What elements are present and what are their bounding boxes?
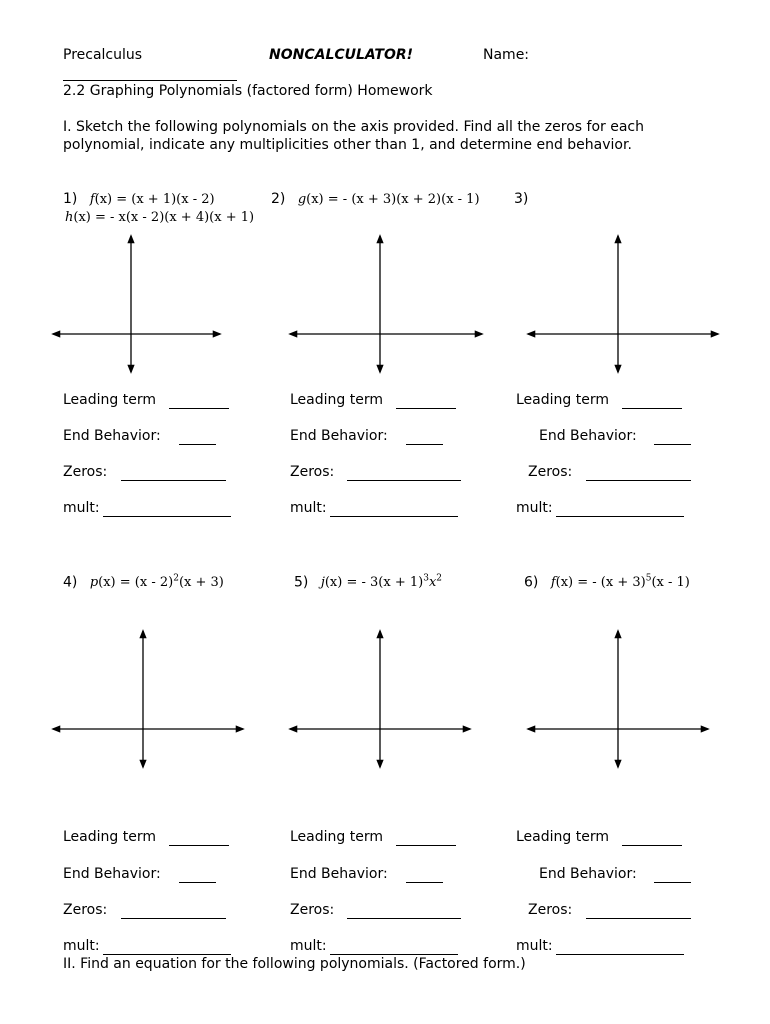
mult-label-2: mult:	[290, 500, 327, 516]
section1-instructions-line2: polynomial, indicate any multiplicities other than 1, and determine end behavior.	[63, 137, 632, 153]
end-behavior-blank-6[interactable]	[654, 882, 691, 883]
course-name: Precalculus	[63, 47, 143, 63]
section1-instructions-line1: I. Sketch the following polynomials on the axis provided. Find all the zeros for each	[63, 119, 644, 135]
end-behavior-blank-2[interactable]	[406, 444, 443, 445]
zeros-label-5: Zeros:	[290, 902, 335, 918]
zeros-blank-2[interactable]	[347, 480, 461, 481]
mult-label-4: mult:	[63, 938, 100, 954]
leading-term-blank-5[interactable]	[396, 845, 456, 846]
problem-3-number: 3)	[514, 191, 529, 207]
end-behavior-label-6: End Behavior:	[539, 866, 637, 882]
zeros-blank-5[interactable]	[347, 918, 461, 919]
end-behavior-label-2: End Behavior:	[290, 428, 388, 444]
leading-term-label-6: Leading term	[516, 829, 609, 845]
leading-term-blank-1[interactable]	[169, 408, 229, 409]
mult-label-3: mult:	[516, 500, 553, 516]
zeros-blank-3[interactable]	[586, 480, 691, 481]
graph-axes-4[interactable]	[53, 631, 243, 767]
worksheet-title: 2.2 Graphing Polynomials (factored form) Homework	[63, 83, 433, 99]
graph-axes-1[interactable]	[53, 236, 220, 372]
end-behavior-label-5: End Behavior:	[290, 866, 388, 882]
graph-axes-3[interactable]	[528, 236, 718, 372]
end-behavior-label-1: End Behavior:	[63, 428, 161, 444]
end-behavior-blank-3[interactable]	[654, 444, 691, 445]
zeros-label-4: Zeros:	[63, 902, 108, 918]
problem-6: 6) f(x) = - $(x + 3)^5(x - 1)$	[524, 574, 690, 591]
problem-4: 4) p(x) = (x - 2)$^2$(x + 3)	[63, 574, 224, 591]
leading-term-label-3: Leading term	[516, 392, 609, 408]
leading-term-blank-4[interactable]	[169, 845, 229, 846]
zeros-label-3: Zeros:	[528, 464, 573, 480]
equation: (x) = - (x + 3)(x + 2)(x - 1)	[306, 192, 480, 207]
zeros-label-1: Zeros:	[63, 464, 108, 480]
leading-term-blank-6[interactable]	[622, 845, 682, 846]
mult-blank-1[interactable]	[103, 516, 231, 517]
mult-label-1: mult:	[63, 500, 100, 516]
function-name: p	[89, 575, 99, 591]
leading-term-label-4: Leading term	[63, 829, 156, 845]
leading-term-blank-3[interactable]	[622, 408, 682, 409]
function-name: f	[550, 575, 556, 591]
graph-axes-2[interactable]	[290, 236, 482, 372]
zeros-blank-4[interactable]	[121, 918, 226, 919]
mult-label-6: mult:	[516, 938, 553, 954]
end-behavior-blank-4[interactable]	[179, 882, 216, 883]
zeros-label-6: Zeros:	[528, 902, 573, 918]
mult-blank-5[interactable]	[330, 954, 458, 955]
mult-blank-4[interactable]	[103, 954, 231, 955]
function-name: j	[320, 575, 325, 591]
end-behavior-label-4: End Behavior:	[63, 866, 161, 882]
mult-label-5: mult:	[290, 938, 327, 954]
leading-term-label-1: Leading term	[63, 392, 156, 408]
leading-term-label-5: Leading term	[290, 829, 383, 845]
function-name: f	[89, 192, 95, 207]
zeros-blank-1[interactable]	[121, 480, 226, 481]
mult-blank-3[interactable]	[556, 516, 684, 517]
equation: (x) = (x + 1)(x - 2)	[94, 192, 215, 207]
graph-axes-5[interactable]	[290, 631, 470, 767]
problem-number: 4)	[63, 574, 78, 591]
zeros-label-2: Zeros:	[290, 464, 335, 480]
function-name: g	[297, 192, 307, 207]
end-behavior-blank-5[interactable]	[406, 882, 443, 883]
graph-axes-6[interactable]	[528, 631, 708, 767]
mult-blank-2[interactable]	[330, 516, 458, 517]
leading-term-blank-2[interactable]	[396, 408, 456, 409]
problem-5: 5) j(x) = - $3(x + 1)^3x^2$	[294, 574, 443, 591]
end-behavior-label-3: End Behavior:	[539, 428, 637, 444]
mult-blank-6[interactable]	[556, 954, 684, 955]
problem-number: 1)	[63, 191, 78, 207]
problem-3-equation: h(x) = - x(x - 2)(x + 4)(x + 1)	[65, 210, 255, 225]
leading-term-label-2: Leading term	[290, 392, 383, 408]
problem-number: 5)	[294, 574, 309, 591]
problem-number: 6)	[524, 574, 539, 591]
name-label: Name:	[483, 47, 530, 63]
zeros-blank-6[interactable]	[586, 918, 691, 919]
problem-number: 2)	[271, 191, 286, 207]
end-behavior-blank-1[interactable]	[179, 444, 216, 445]
section2-instructions: II. Find an equation for the following polynomials. (Factored form.)	[63, 956, 526, 972]
noncalculator-notice: NONCALCULATOR!	[269, 47, 414, 63]
